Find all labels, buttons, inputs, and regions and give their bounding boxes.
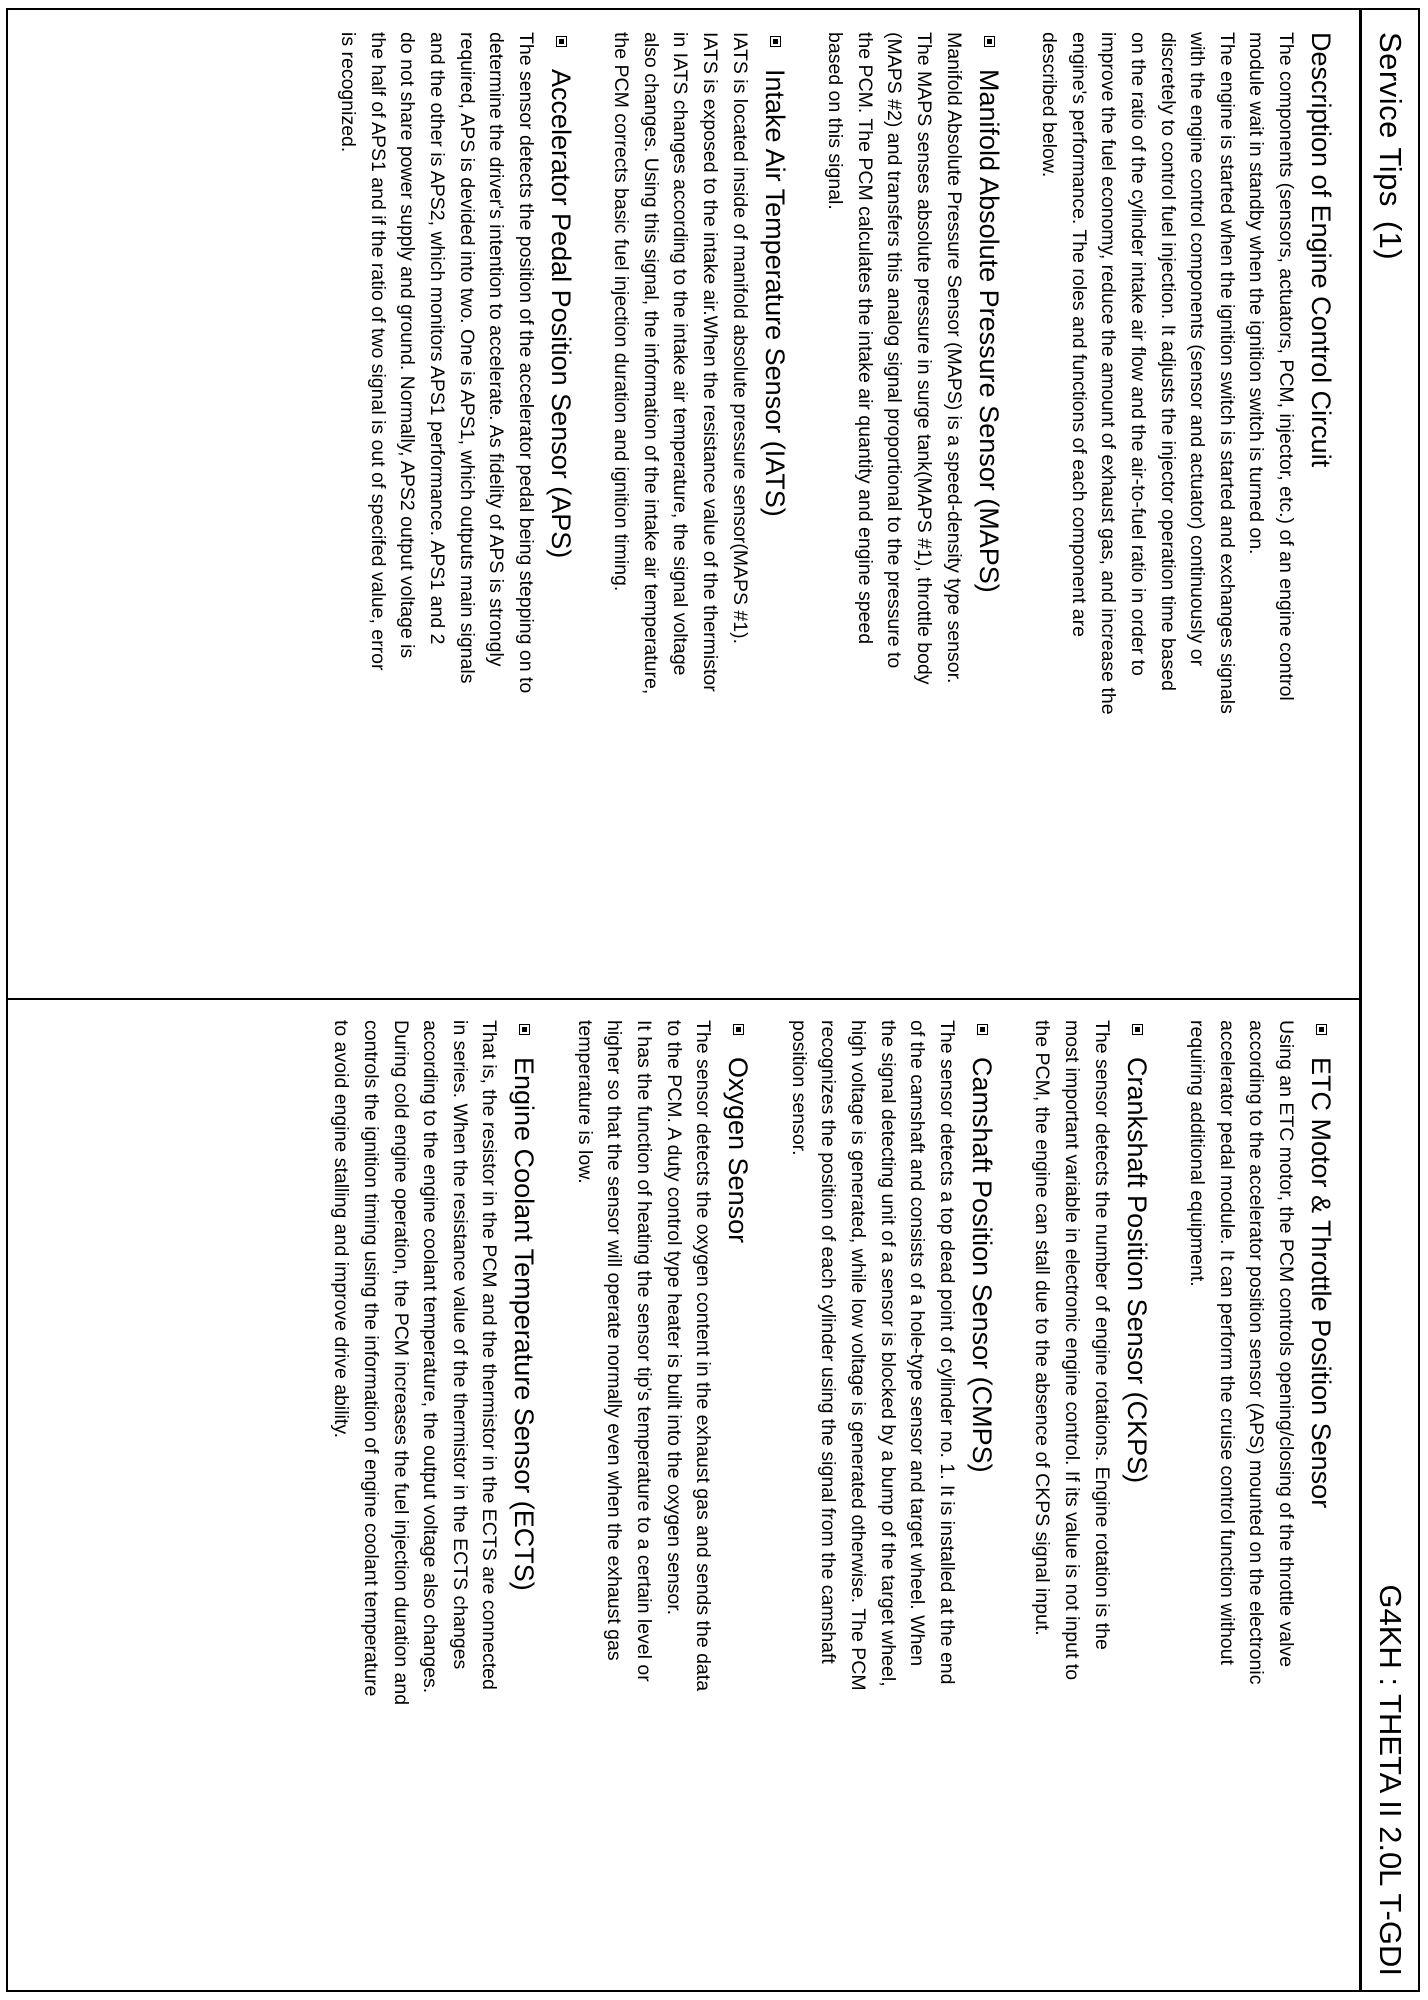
section-title [1304,1020,1338,1980]
square-bullet-icon [977,1024,988,1035]
body-line: to the PCM. A duty control type heater is built into the oxygen sensor. [662,1020,685,1616]
body-line: with the engine control components (sensor and actuator) continuously or [1186,32,1209,667]
body-line: temperature is low. [573,1020,596,1184]
column-divider [8,998,1360,1000]
body-line: is recognized. [337,32,360,153]
body-line: the signal detecting unit of a sensor is blocked by a bump of the target wheel, [876,1020,899,1687]
body-line: required, APS is devided into two. One is APS1, which outputs main signals [455,32,478,684]
section-title [972,32,1006,984]
section-etc-motor-tps [1182,1020,1338,1980]
square-bullet-icon [770,36,781,47]
body-line: The engine is started when the ignition switch is started and exchanges signals [1215,32,1238,714]
body-line: the PCM, the engine can stall due to the absence of CKPS signal input. [1031,1020,1054,1636]
body-line: the PCM corrects basic fuel injection duration and ignition timing. [610,32,633,592]
body-line: according to the accelerator position sensor (APS) mounted on the electronic [1245,1020,1268,1685]
body-line: Manifold Absolute Pressure Sensor (MAPS) is a speed-density type sensor. [942,32,965,684]
body-line: to avoid engine stalling and improve drive ability. [330,1020,353,1439]
page-title [1372,32,1408,260]
body-line: IATS is exposed to the intake air.When the resistance value of the thermistor [699,32,722,692]
section-body [326,1020,504,1980]
square-bullet-icon [733,1024,744,1035]
body-line: Using an ETC motor, the PCM controls opening/closing of the throttle valve [1275,1020,1297,1668]
section-title [1304,32,1338,984]
body-line: During cold engine operation, the PCM increases the fuel injection duration and [389,1020,412,1706]
square-bullet-icon [519,1024,530,1035]
body-line: based on this signal. [824,32,847,210]
body-line: higher so that the sensor will operate normally even when the exhaust gas [603,1020,626,1661]
body-line: That is, the resistor in the PCM and the thermistor in the ECTS are connected [478,1020,501,1690]
section-title-text: Oxygen Sensor [723,1057,754,1244]
body-line: position sensor. [787,1020,810,1156]
square-bullet-icon [556,36,567,47]
body-line: recognizes the position of each cylinder using the signal from the camshaft [817,1020,840,1664]
section-title-text: Accelerator Pedal Position Sensor (APS) [545,69,576,559]
square-bullet-icon [984,36,995,47]
body-line: according to the engine coolant temperature, the output voltage also changes. [419,1020,442,1694]
section-engine-control-circuit [1034,32,1338,984]
body-line: requiring additional equipment. [1186,1020,1209,1287]
body-line: The sensor detects the position of the accelerator pedal being stepping on to [514,32,537,694]
section-title [721,1020,755,1980]
body-line: most important variable in electronic engine control. If its value is not input to [1061,1020,1084,1681]
body-line: The MAPS senses absolute pressure in surge tank(MAPS #1), throttle body [913,32,936,685]
body-line: accelerator pedal module. It can perform the cruise control function without [1215,1020,1238,1665]
section-body [606,32,754,984]
section-ckps [1027,1020,1154,1980]
body-line: The sensor detects the number of engine rotations. Engine rotation is the [1090,1020,1113,1650]
square-bullet-icon [1132,1024,1143,1035]
section-maps [820,32,1006,984]
section-title-text: Engine Coolant Temperature Sensor (ECTS) [509,1057,540,1591]
body-line: The components (sensors, actuators, PCM, injector, etc.) of an engine control [1275,32,1297,701]
section-ects [326,1020,542,1980]
page-number: (1) [1373,220,1408,261]
section-body [333,32,540,984]
section-title-text: Intake Air Temperature Sensor (IATS) [759,69,790,517]
section-title-text: Manifold Absolute Pressure Sensor (MAPS) [973,69,1004,593]
section-oxygen-sensor [569,1020,755,1980]
section-title [965,1020,999,1980]
section-body [569,1020,717,1980]
body-line: of the camshaft and consists of a hole-type sensor and target wheel. When [906,1020,929,1667]
body-line: The sensor detects a top dead point of cylinder no. 1. It is installed at the end [935,1020,958,1685]
section-body [1027,1020,1116,1980]
body-line: determine the driver's intention to accelerate. As fidelity of APS is strongly [485,32,508,667]
engine-model: G4KH : THETA II 2.0L T-GDI [1373,1584,1408,1976]
section-iats [606,32,792,984]
square-bullet-icon [1316,1024,1327,1035]
section-title-text: Description of Engine Control Circuit [1306,32,1336,468]
section-title [758,32,792,984]
body-line: the PCM. The PCM calculates the intake air quantity and engine speed [853,32,876,645]
body-line: described below. [1038,32,1061,178]
right-column [326,1020,1338,1980]
section-aps [333,32,578,984]
section-body [1034,32,1300,984]
body-line: IATS is located inside of manifold absolute pressure sensor(MAPS #1). [728,32,751,645]
section-body [1182,1020,1300,1980]
section-title [1120,1020,1154,1980]
section-body [783,1020,961,1980]
body-line: the half of APS1 and if the ratio of two signal is out of specifed value, error [366,32,389,671]
body-line: in IATS changes according to the intake air temperature, the signal voltage [669,32,692,676]
body-line: improve the fuel economy, reduce the amount of exhaust gas, and increase the [1097,32,1120,715]
section-title-text: ETC Motor & Throttle Position Sensor [1306,1057,1336,1509]
body-line: in series. When the resistance value of the thermistor in the ECTS changes [448,1020,471,1670]
section-title-text: Camshaft Position Sensor (CMPS) [966,1057,997,1473]
body-line: controls the ignition timing using the information of engine coolant temperature [359,1020,382,1697]
body-line: It has the function of heating the sensor tip's temperature to a certain level or [633,1020,656,1682]
body-line: do not share power supply and ground. Normally, APS2 output voltage is [396,32,419,659]
section-cmps [783,1020,999,1980]
body-line: discretely to control fuel injection. It adjusts the injector operation time based [1156,32,1179,692]
body-line: (MAPS #2) and transfers this analog signal proportional to the pressure to [883,32,906,669]
section-title-text: Crankshaft Position Sensor (CKPS) [1121,1057,1152,1484]
section-title [507,1020,541,1980]
page-title-text: Service Tips [1373,32,1408,207]
body-line: on the ratio of the cylinder intake air flow and the air-to-fuel ratio in order to [1127,32,1150,676]
page-frame [6,8,1420,1992]
page-header [1359,10,1418,1990]
body-line: also changes. Using this signal, the information of the intake air temperature, [639,32,662,695]
left-column [333,32,1338,984]
section-title [544,32,578,984]
section-body [820,32,968,984]
body-line: engine's performance. The roles and functions of each component are [1067,32,1090,637]
body-line: module wait in standby when the ignition switch is turned on. [1245,32,1268,555]
body-line: high voltage is generated, while low voltage is generated otherwise. The PCM [847,1020,870,1691]
body-line: The sensor detects the oxygen content in the exhaust gas and sends the data [692,1020,715,1692]
body-line: and the other is APS2, which monitors APS1 performance. APS1 and 2 [425,32,448,645]
